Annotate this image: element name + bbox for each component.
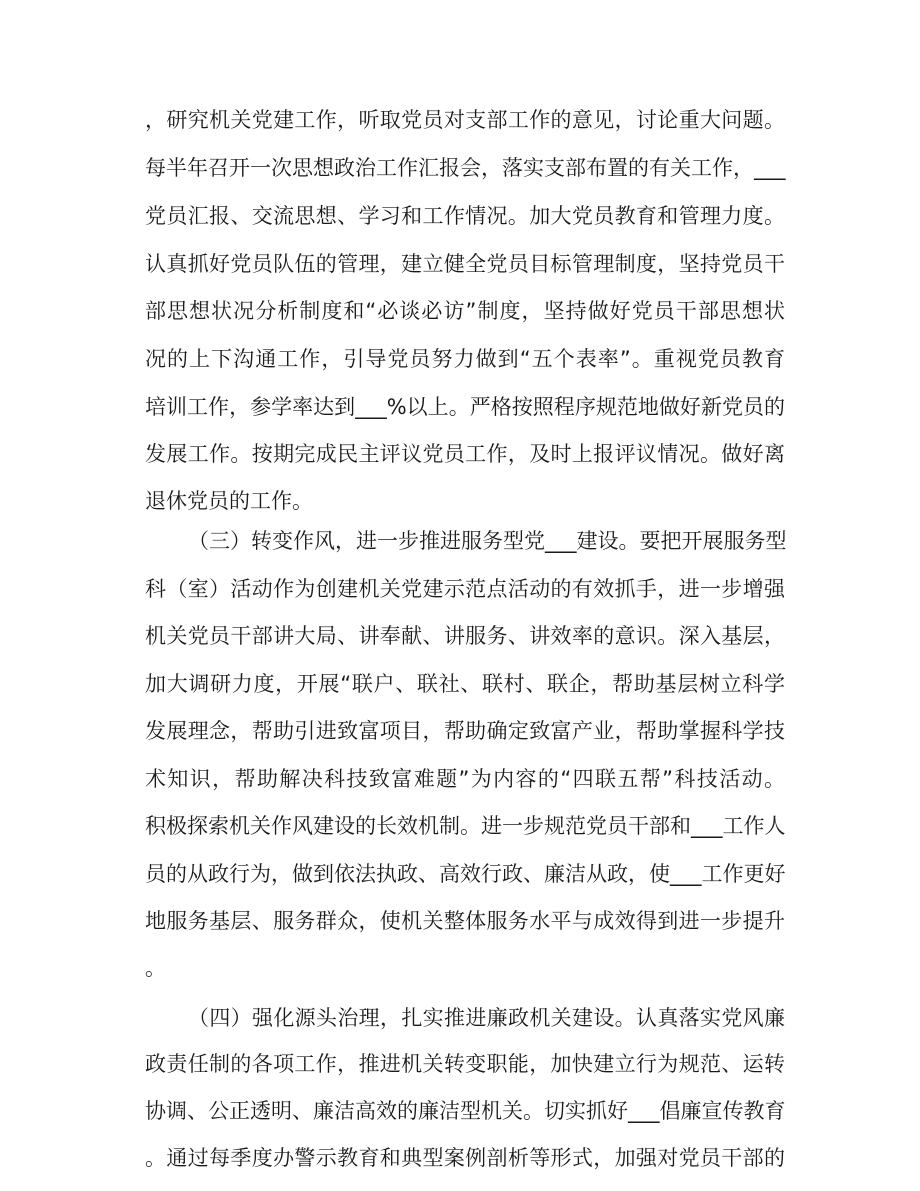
text-line: 协调、公正透明、廉洁高效的廉洁型机关。切实抓好___倡廉宣传教育 — [145, 1099, 786, 1123]
text-line: 积极探索机关作风建设的长效机制。进一步规范党员干部和___工作人 — [145, 814, 786, 838]
text-line: 每半年召开一次思想政治工作汇报会，落实支部布置的有关工作，___ — [145, 156, 786, 180]
text-line: 。通过每季度办警示教育和典型案例剖析等形式，加强对党员干部的 — [145, 1146, 785, 1170]
text-line: 员的从政行为，做到依法执政、高效行政、廉洁从政，使___工作更好 — [145, 862, 786, 886]
text-line: 退休党员的工作。 — [145, 489, 313, 513]
paragraph-heading-3: （三）转变作风，进一步推进服务型党___建设。要把开展服务型 — [188, 529, 787, 553]
text-line: 科（室）活动作为创建机关党建示范点活动的有效抓手，进一步增强 — [145, 577, 785, 601]
text-line: 机关党员干部讲大局、讲奉献、讲服务、讲效率的意识。深入基层， — [145, 624, 785, 648]
text-line: 发展理念，帮助引进致富项目，帮助确定致富产业，帮助掌握科学技 — [145, 719, 785, 743]
paragraph-heading-4: （四）强化源头治理，扎实推进廉政机关建设。认真落实党风廉 — [188, 1006, 785, 1030]
text-line: 况的上下沟通工作，引导党员努力做到“五个表率”。重视党员教育 — [145, 347, 785, 371]
text-line: ，研究机关党建工作，听取党员对支部工作的意见，讨论重大问题。 — [145, 108, 785, 132]
text-line: 党员汇报、交流思想、学习和工作情况。加大党员教育和管理力度。 — [145, 204, 785, 228]
text-line: 地服务基层、服务群众，使机关整体服务水平与成效得到进一步提升 — [145, 909, 785, 933]
text-line: 部思想状况分析制度和“必谈必访”制度，坚持做好党员干部思想状 — [145, 299, 785, 323]
text-line: 培训工作，参学率达到___%以上。严格按照程序规范地做好新党员的 — [145, 395, 785, 419]
text-line: 。 — [145, 956, 166, 980]
text-line: 术知识，帮助解决科技致富难题”为内容的“四联五帮”科技活动。 — [145, 767, 785, 791]
text-line: 政责任制的各项工作，推进机关转变职能，加快建立行为规范、运转 — [145, 1052, 785, 1076]
text-line: 发展工作。按期完成民主评议党员工作，及时上报评议情况。做好离 — [145, 442, 785, 466]
text-line: 加大调研力度，开展“联户、联社、联村、联企，帮助基层树立科学 — [145, 672, 785, 696]
text-line: 认真抓好党员队伍的管理，建立健全党员目标管理制度，坚持党员干 — [145, 252, 785, 276]
